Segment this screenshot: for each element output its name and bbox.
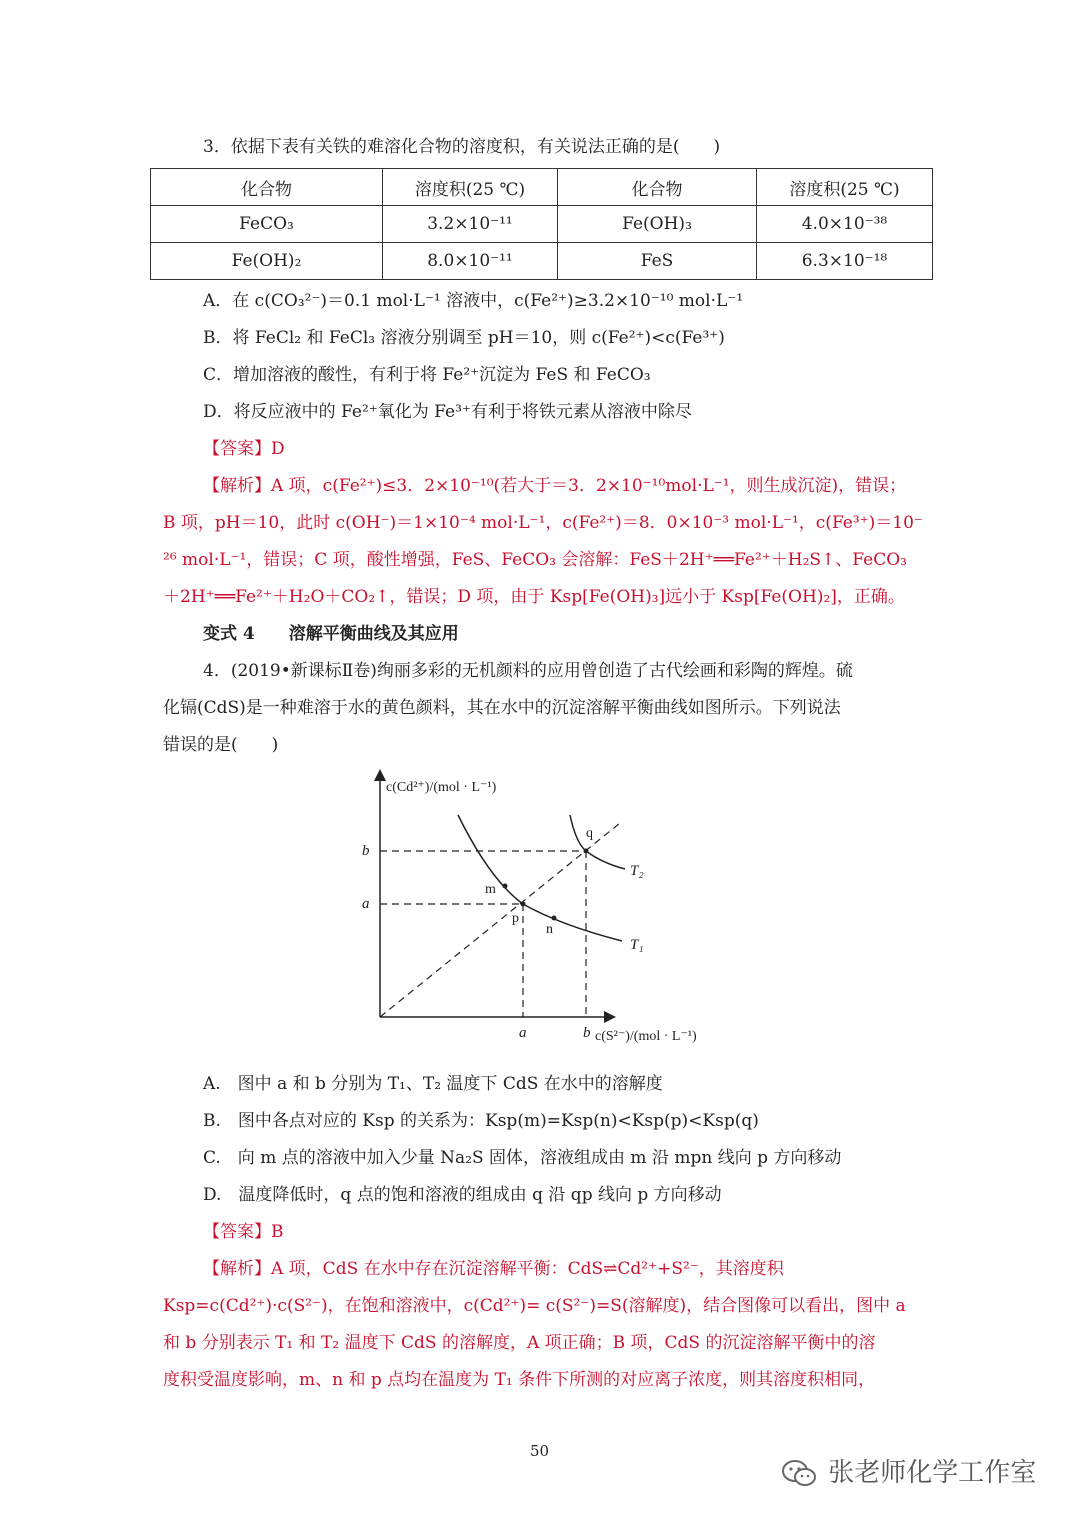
q3-analysis-line: ²⁶ mol·L⁻¹，错误；C 项，酸性增强，FeS、FeCO₃ 会溶解：FeS＋2H⁺══Fe²⁺＋H₂S↑、FeCO₃: [163, 550, 907, 570]
q4-stem-line: 错误的是( ): [163, 735, 279, 755]
watermark: [780, 1452, 1036, 1489]
q3-analysis-line: 【解析】A 项，c(Fe²⁺)≤3．2×10⁻¹⁰(若大于＝3．2×10⁻¹⁰mol·L⁻¹，则生成沉淀)，错误；: [203, 476, 907, 496]
q4-stem-line: 化镉(CdS)是一种难溶于水的黄色颜料，其在水中的沉淀溶解平衡曲线如图所示。下列说法: [163, 698, 841, 718]
q4-answer: 【答案】B: [203, 1222, 284, 1242]
table-header-cell: 化合物: [151, 169, 383, 206]
label-q: q: [586, 826, 593, 841]
table-cell: 4.0×10⁻³⁸: [757, 206, 933, 243]
table-header-row: [151, 169, 933, 206]
label-n: n: [546, 922, 553, 937]
q3-option-c: C．增加溶液的酸性，有利于将 Fe²⁺沉淀为 FeS 和 FeCO₃: [203, 365, 651, 385]
q3-analysis-line: B 项，pH＝10，此时 c(OH⁻)＝1×10⁻⁴ mol·L⁻¹，c(Fe²⁺)＝8．0×10⁻³ mol·L⁻¹，c(Fe³⁺)＝10⁻: [163, 513, 923, 533]
q3-option-d: D．将反应液中的 Fe²⁺氧化为 Fe³⁺有利于将铁元素从溶液中除尽: [203, 402, 692, 422]
table-header-cell: 化合物: [558, 169, 757, 206]
solubility-graph: [340, 765, 740, 1050]
x-tick-a: a: [519, 1025, 527, 1041]
y-tick-a: a: [362, 896, 370, 912]
y-tick-b: b: [362, 843, 370, 859]
label-m: m: [485, 882, 496, 897]
curve-t2: [570, 815, 625, 869]
table-cell: FeCO₃: [151, 206, 383, 243]
q3-analysis-line: ＋2H⁺══Fe²⁺＋H₂O＋CO₂↑，错误；D 项，由于 Ksp[Fe(OH)₃]远小于 Ksp[Fe(OH)₂]，正确。: [163, 587, 905, 607]
q4-analysis-line: Ksp=c(Cd²⁺)·c(S²⁻)，在饱和溶液中，c(Cd²⁺)= c(S²⁻)=S(溶解度)，结合图像可以看出，图中 a: [163, 1296, 906, 1316]
watermark-text: 张老师化学工作室: [828, 1458, 1037, 1488]
table-header-cell: 溶度积(25 ℃): [383, 169, 558, 206]
x-tick-b: b: [583, 1025, 591, 1041]
q4-stem-line: 4．(2019•新课标Ⅱ卷)绚丽多彩的无机颜料的应用曾创造了古代绘画和彩陶的辉煌。硫: [203, 661, 853, 681]
table-cell: Fe(OH)₃: [558, 206, 757, 243]
q3-stem: 3．依据下表有关铁的难溶化合物的溶度积，有关说法正确的是( ): [203, 137, 721, 157]
point-q: [584, 849, 589, 854]
q4-option-c: C. 向 m 点的溶液中加入少量 Na₂S 固体，溶液组成由 m 沿 mpn 线向 p 方向移动: [203, 1148, 842, 1168]
variant-heading: 变式 4 溶解平衡曲线及其应用: [203, 624, 459, 644]
q3-answer: 【答案】D: [203, 439, 285, 459]
table-cell: Fe(OH)₂: [151, 243, 383, 280]
ksp-table: [150, 168, 933, 280]
q3-option-b: B．将 FeCl₂ 和 FeCl₃ 溶液分别调至 pH＝10，则 c(Fe²⁺)<c(Fe³⁺): [203, 328, 725, 348]
point-p: [521, 902, 526, 907]
q4-option-d: D. 温度降低时，q 点的饱和溶液的组成由 q 沿 qp 线向 p 方向移动: [203, 1185, 722, 1205]
table-cell: 3.2×10⁻¹¹: [383, 206, 558, 243]
table-row: [151, 206, 933, 243]
q3-option-a: A．在 c(CO₃²⁻)＝0.1 mol·L⁻¹ 溶液中，c(Fe²⁺)≥3.2×10⁻¹⁰ mol·L⁻¹: [203, 291, 744, 311]
page-number: 50: [530, 1442, 550, 1460]
q4-option-a: A. 图中 a 和 b 分别为 T₁、T₂ 温度下 CdS 在水中的溶解度: [203, 1074, 663, 1094]
table-cell: 6.3×10⁻¹⁸: [757, 243, 933, 280]
table-header-cell: 溶度积(25 ℃): [757, 169, 933, 206]
table-cell: FeS: [558, 243, 757, 280]
label-t1: T₁: [630, 937, 644, 953]
q4-analysis-line: 度积受温度影响，m、n 和 p 点均在温度为 T₁ 条件下所测的对应离子浓度，则其溶度积相同，: [163, 1370, 876, 1390]
y-axis-label: c(Cd²⁺)/(mol · L⁻¹): [386, 780, 497, 795]
point-n: [552, 916, 557, 921]
label-p: p: [512, 911, 519, 926]
point-m: [503, 884, 508, 889]
table-cell: 8.0×10⁻¹¹: [383, 243, 558, 280]
wechat-icon: [780, 1459, 820, 1489]
curve-t1: [458, 815, 622, 941]
x-axis-label: c(S²⁻)/(mol · L⁻¹): [595, 1029, 697, 1044]
table-row: [151, 243, 933, 280]
q4-analysis-line: 和 b 分别表示 T₁ 和 T₂ 温度下 CdS 的溶解度，A 项正确；B 项，CdS 的沉淀溶解平衡中的溶: [163, 1333, 876, 1353]
q4-option-b: B. 图中各点对应的 Ksp 的关系为：Ksp(m)=Ksp(n)<Ksp(p)<Ksp(q): [203, 1111, 759, 1131]
label-t2: T₂: [630, 863, 644, 879]
q4-analysis-line: 【解析】A 项，CdS 在水中存在沉淀溶解平衡：CdS⇌Cd²⁺+S²⁻，其溶度积: [203, 1259, 784, 1279]
